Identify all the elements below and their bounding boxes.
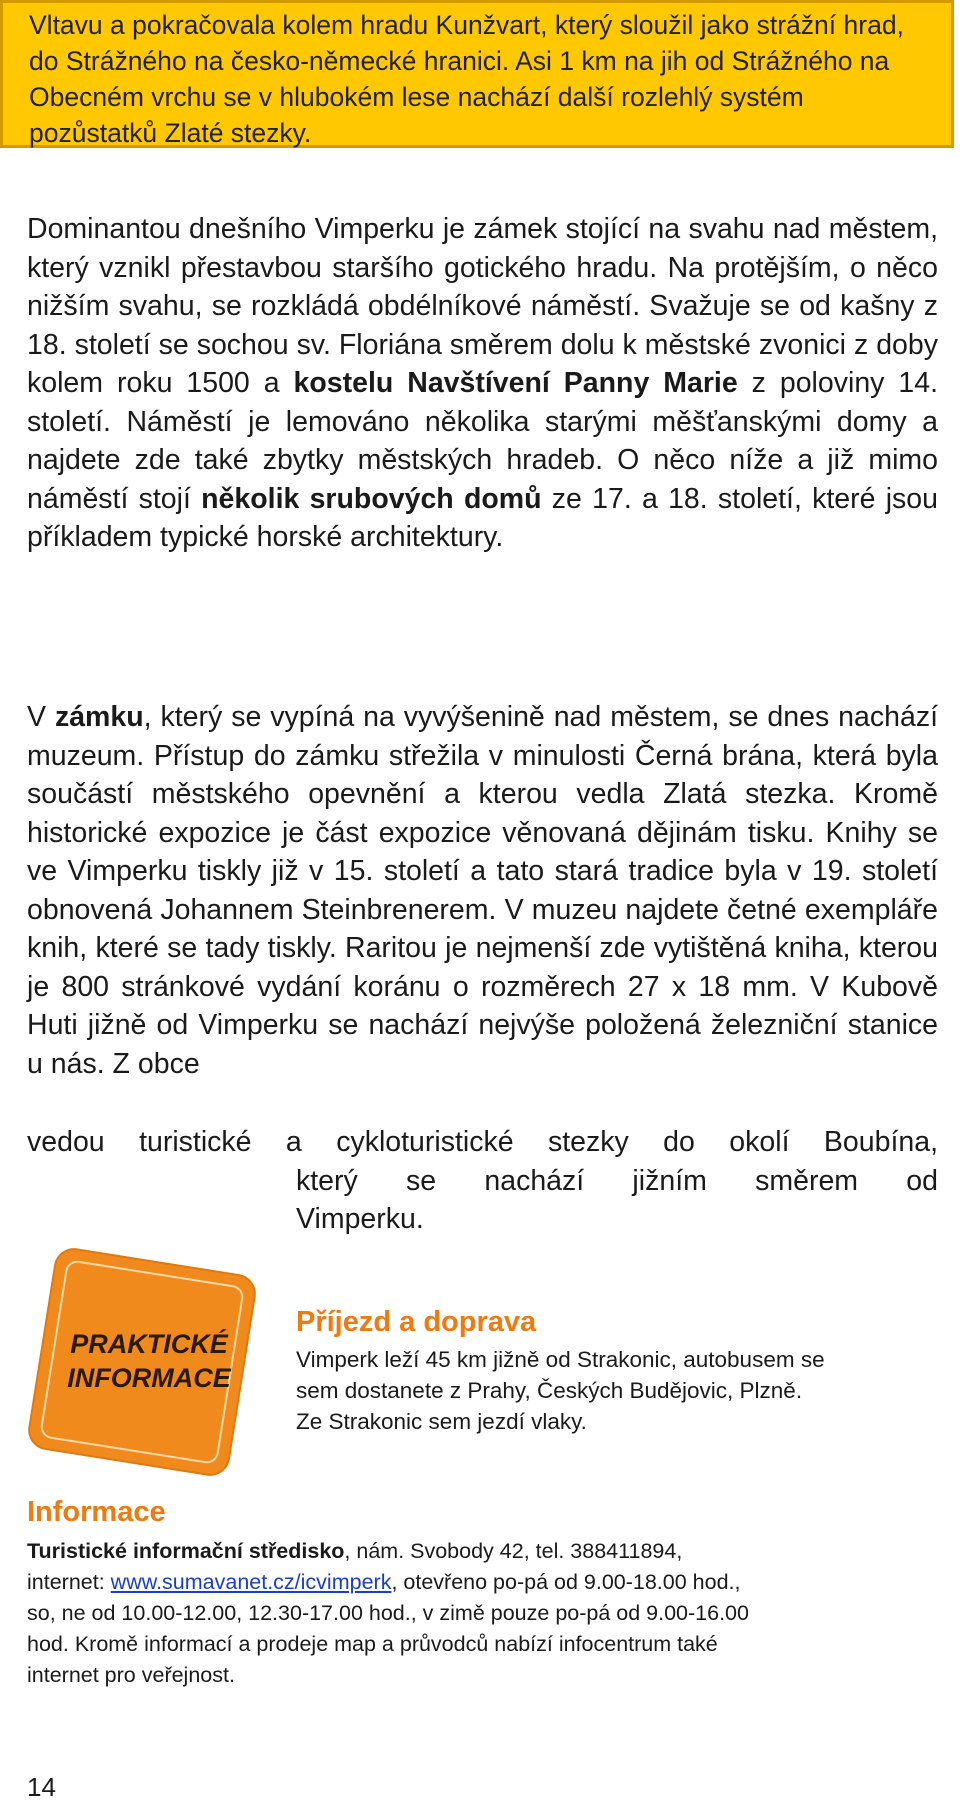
church-name: kostelu Navštívení Panny Marie xyxy=(293,367,738,399)
badge-label: PRAKTICKÉ INFORMACE xyxy=(67,1329,231,1393)
highlight-box-text: Vltavu a pokračovala kolem hradu Kunžvart, který sloužil jako strážní hrad, do Strážného na česko-německé hranici. Asi 1 km na jih od Strážného na Obecném vrchu se v hlubokém lese nachází další rozlehlý systém pozůstatků Zlaté stezky. xyxy=(29,10,904,148)
info-heading: Informace xyxy=(27,1496,166,1528)
paragraph-vimperk-town: Dominantou dnešního Vimperku je zámek stojící na svahu nad městem, který vznikl přestavbou staršího gotického hradu. Na protějším, o něco nižším svahu, se rozkládá obdélníkové náměstí. Svažuje se od kašny z 18. století se sochou sv. Floriána směrem dolu k městské zvonici z doby kolem roku 1500 a kostelu Navštívení Panny Marie z poloviny 14. století. Náměstí je lemováno několika starými měšťanskými domy a najdete zde také zbytky městských hradeb. O něco níže a již mimo náměstí stojí několik srubových domů ze 17. a 18. století, které jsou příkladem typické horské architektury. xyxy=(27,213,939,553)
paragraph-castle-line-end: Vimperku. xyxy=(296,1203,424,1235)
highlight-box xyxy=(0,0,954,148)
paragraph-castle-museum: V zámku, který se vypíná na vyvýšenině nad městem, se dnes nachází muzeum. Přístup do zámku střežila v minulosti Černá brána, která byla součástí městského opevnění a kterou vedla Zlatá stezka. Kromě historické expozice je část expozice věnovaná dějinám tisku. Knihy se ve Vimperku tiskly již v 15. století a tato stará tradice byla v 19. století obnovená Johannem Steinbrenerem. V muzeu najdete četné exempláře knih, které se tady tiskly. Raritou je nejmenší zde vytištěná kniha, kterou je 800 stránkové vydání koránu o rozměrech 27 x 18 mm. V Kubově Huti jižně od Vimperku se nachází nejvýše položená železniční stanice u nás. Z obce xyxy=(27,701,938,1080)
log-houses: několik srubových domů xyxy=(201,482,542,515)
paragraph-castle-line-direction: který se nachází jižním směrem od xyxy=(296,1165,938,1197)
castle-word: zámku xyxy=(54,701,144,733)
info-center-name: Turistické informační středisko xyxy=(27,1539,345,1563)
travel-text: Vimperk leží 45 km jižně od Strakonic, autobusem se sem dostanete z Prahy, Českých Budějovic, Plzně. Ze Strakonic sem jezdí vlaky. xyxy=(296,1347,825,1434)
info-center-link[interactable]: www.sumavanet.cz/icvimperk xyxy=(110,1570,392,1594)
paragraph-castle-line-boubin: vedou turistické a cykloturistické stezky do okolí Boubína, xyxy=(27,1126,938,1158)
info-text: Turistické informační středisko, nám. Svobody 42, tel. 388411894, internet: www.sumavanet.cz/icvimperk, otevřeno po-pá od 9.00-18.00 hod., so, ne od 10.00-12.00, 12.30-17.00 hod., v zimě pouze po-pá od 9.00-16.00 hod. Kromě informací a prodeje map a průvodců nabízí infocentrum také internet pro veřejnost. xyxy=(27,1539,749,1687)
travel-heading: Příjezd a doprava xyxy=(296,1306,537,1338)
page-number: 14 xyxy=(27,1772,56,1802)
